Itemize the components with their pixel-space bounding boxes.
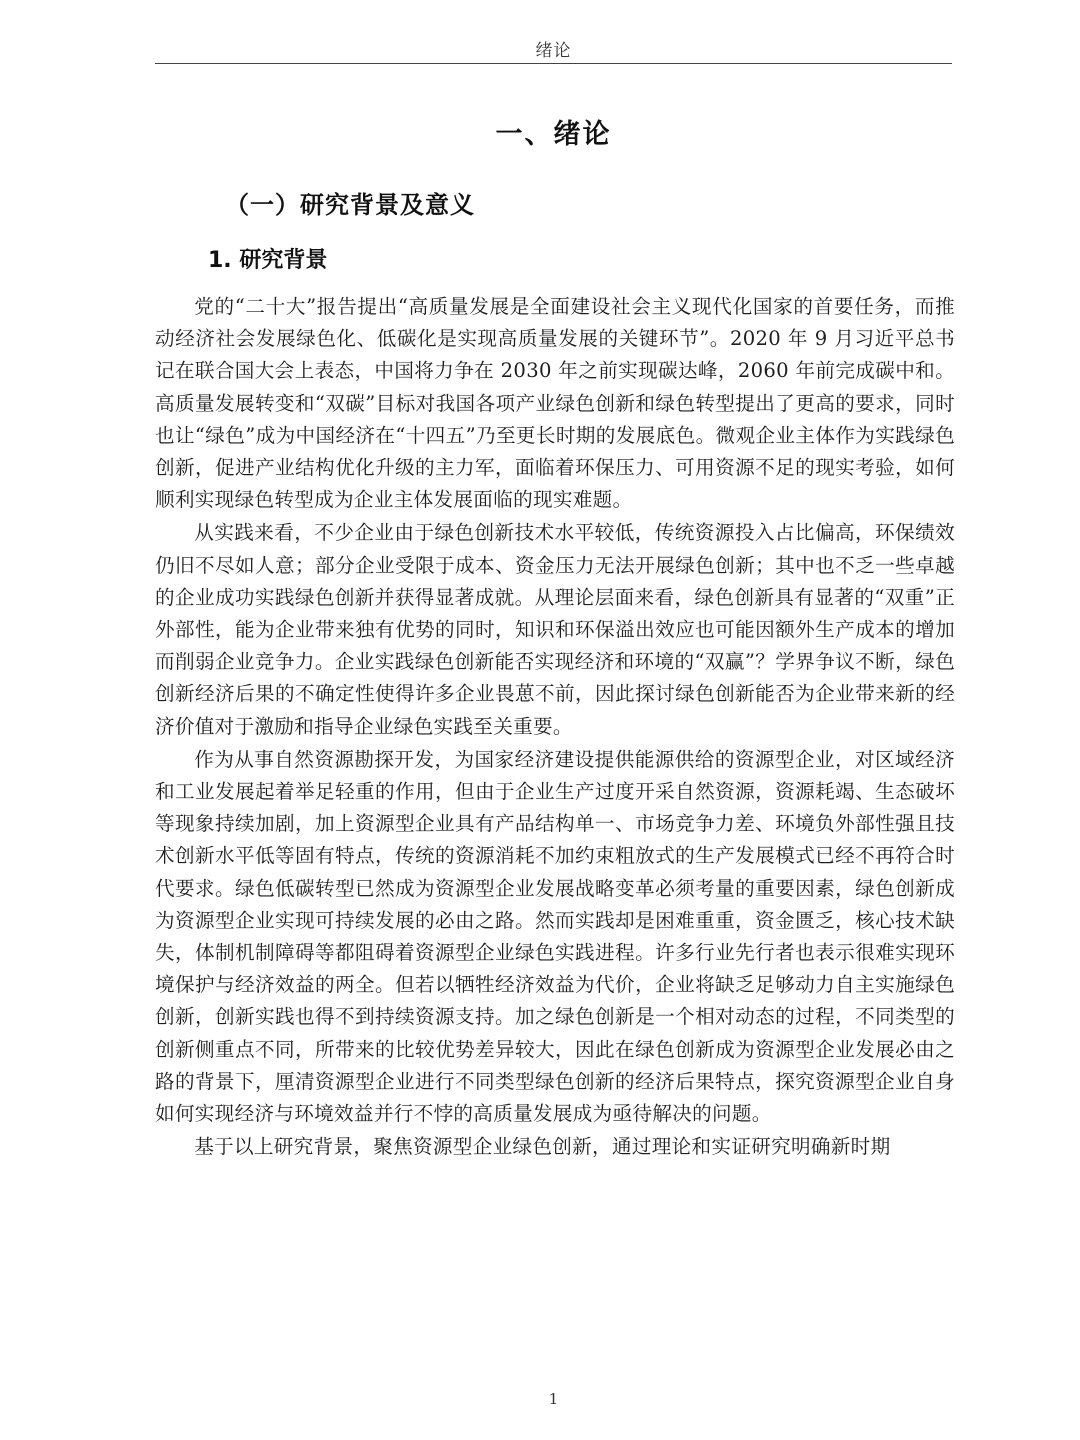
page-number: 1 xyxy=(548,1390,559,1408)
paragraph: 作为从事自然资源勘探开发，为国家经济建设提供能源供给的资源型企业，对区域经济和工业发展起着举足轻重的作用，但由于企业生产过度开采自然资源，资源耗竭、生态破坏等现象持续加剧，加上资源型企业具有产品结构单一、市场竞争力差、环境负外部性强且技术创新水平低等固有特点，传统的资源消耗不加约束粗放式的生产发展模式已经不再符合时代要求。绿色低碳转型已然成为资源型企业发展战略变革必须考量的重要因素，绿色创新成为资源型企业实现可持续发展的必由之路。然而实践却是困难重重，资金匮乏，核心技术缺失，体制机制障碍等都阻碍着资源型企业绿色实践进程。许多行业先行者也表示很难实现环境保护与经济效益的两全。但若以牺牲经济效益为代价，企业将缺乏足够动力自主实施绿色创新，创新实践也得不到持续资源支持。加之绿色创新是一个相对动态的过程，不同类型的创新侧重点不同，所带来的比较优势差异较大，因此在绿色创新成为资源型企业发展必由之路的背景下，厘清资源型企业进行不同类型绿色创新的经济后果特点，探究资源型企业自身如何实现经济与环境效益并行不悖的高质量发展成为亟待解决的问题。 xyxy=(155,747,955,1126)
body-text xyxy=(155,291,955,1164)
paragraph: 基于以上研究背景，聚焦资源型企业绿色创新，通过理论和实证研究明确新时期 xyxy=(194,1135,891,1159)
header-divider xyxy=(155,63,952,64)
subsection-title: 1. 研究背景 xyxy=(208,248,328,273)
running-header: 绪论 xyxy=(535,41,572,61)
chapter-title: 一、绪论 xyxy=(495,119,612,150)
paragraph: 党的“二十大”报告提出“高质量发展是全面建设社会主义现代化国家的首要任务，而推动经济社会发展绿色化、低碳化是实现高质量发展的关键环节”。2020 年 9 月习近平总书记在联合国大会上表态，中国将力争在 2030 年之前实现碳达峰，2060 年前完成碳中和。高质量发展转变和“双碳”目标对我国各项产业绿色创新和绿色转型提出了更高的要求，同时也让“绿色”成为中国经济在“十四五”乃至更长时期的发展底色。微观企业主体作为实践绿色创新，促进产业结构优化升级的主力军，面临着环保压力、可用资源不足的现实考验，如何顺利实现绿色转型成为企业主体发展面临的现实难题。 xyxy=(155,295,955,512)
section-title: （一）研究背景及意义 xyxy=(225,191,475,219)
paragraph: 从实践来看，不少企业由于绿色创新技术水平较低，传统资源投入占比偏高，环保绩效仍旧不尽如人意；部分企业受限于成本、资金压力无法开展绿色创新；其中也不乏一些卓越的企业成功实践绿色创新并获得显著成就。从理论层面来看，绿色创新具有显著的“双重”正外部性，能为企业带来独有优势的同时，知识和环保溢出效应也可能因额外生产成本的增加而削弱企业竞争力。企业实践绿色创新能否实现经济和环境的“双赢”？学界争议不断，绿色创新经济后果的不确定性使得许多企业畏葸不前，因此探讨绿色创新能否为企业带来新的经济价值对于激励和指导企业绿色实践至关重要。 xyxy=(155,521,955,738)
